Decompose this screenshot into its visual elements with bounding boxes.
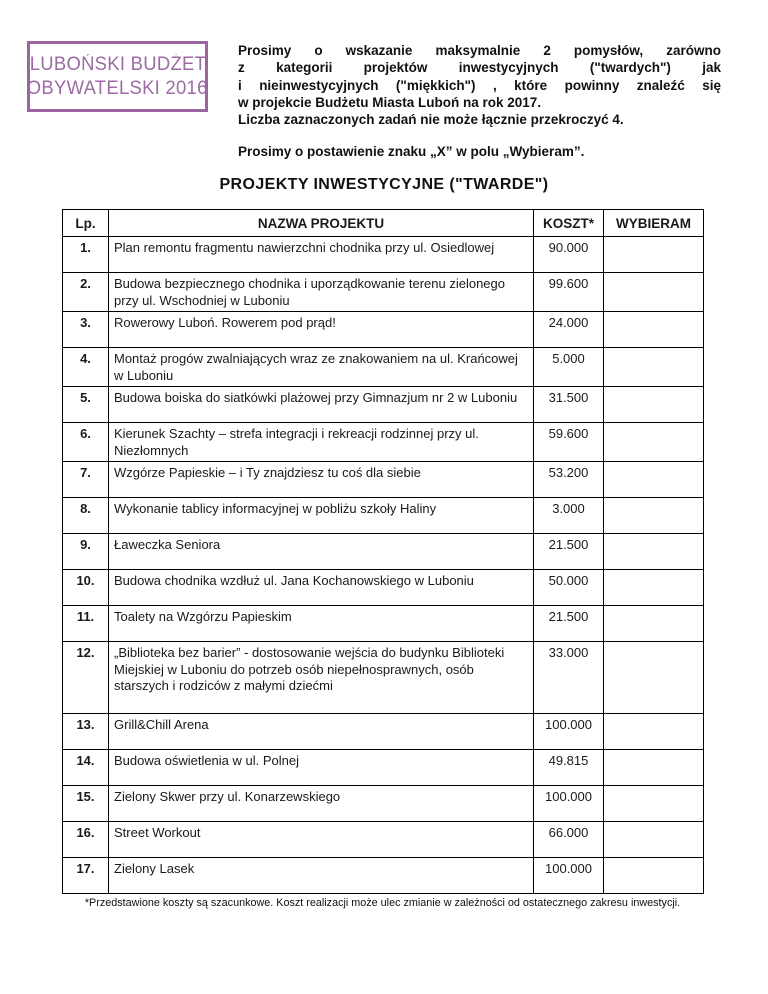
section-title: PROJEKTY INWESTYCYJNE ("TWARDE"): [219, 176, 549, 193]
select-cell[interactable]: [604, 312, 704, 348]
select-cell[interactable]: [604, 348, 704, 387]
project-cost-cell: 59.600: [534, 423, 604, 462]
project-name-cell: Ławeczka Seniora: [109, 534, 534, 570]
select-cell[interactable]: [604, 534, 704, 570]
table-row: [63, 714, 704, 750]
table-row: [63, 822, 704, 858]
row-number-cell: 11.: [63, 606, 109, 642]
project-name-cell: Zielony Skwer przy ul. Konarzewskiego: [109, 786, 534, 822]
project-name-cell: Street Workout: [109, 822, 534, 858]
table-row: [63, 570, 704, 606]
row-number-cell: 17.: [63, 858, 109, 894]
project-cost-cell: 3.000: [534, 498, 604, 534]
project-name-cell: Rowerowy Luboń. Rowerem pod prąd!: [109, 312, 534, 348]
table-row: [63, 348, 704, 387]
row-number-cell: 7.: [63, 462, 109, 498]
project-name-cell: Zielony Lasek: [109, 858, 534, 894]
project-name-cell: Budowa oświetlenia w ul. Polnej: [109, 750, 534, 786]
intro-line: z kategorii projektów inwestycyjnych ("twardych") jak: [238, 60, 721, 76]
intro-line: Prosimy o wskazanie maksymalnie 2 pomysłów, zarówno: [238, 43, 721, 58]
table-row: [63, 858, 704, 894]
projects-table: [62, 209, 704, 894]
select-cell[interactable]: [604, 570, 704, 606]
row-number-cell: 5.: [63, 387, 109, 423]
table-row: [63, 786, 704, 822]
select-cell[interactable]: [604, 498, 704, 534]
column-header-select: WYBIERAM: [604, 210, 704, 237]
row-number-cell: 4.: [63, 348, 109, 387]
select-cell[interactable]: [604, 858, 704, 894]
row-number-cell: 12.: [63, 642, 109, 714]
project-cost-cell: 33.000: [534, 642, 604, 714]
project-cost-cell: 66.000: [534, 822, 604, 858]
project-cost-cell: 21.500: [534, 534, 604, 570]
row-number-cell: 9.: [63, 534, 109, 570]
project-name-cell: Budowa chodnika wzdłuż ul. Jana Kochanowskiego w Luboniu: [109, 570, 534, 606]
select-cell[interactable]: [604, 462, 704, 498]
project-name-cell: Toalety na Wzgórzu Papieskim: [109, 606, 534, 642]
cost-footnote: *Przedstawione koszty są szacunkowe. Koszt realizacji może ulec zmianie w zależności od ostatecznego zakresu inwestycji.: [84, 897, 681, 909]
table-row: [63, 642, 704, 714]
column-header-lp: Lp.: [63, 210, 109, 237]
row-number-cell: 2.: [63, 273, 109, 312]
project-cost-cell: 90.000: [534, 237, 604, 273]
project-name-cell: Wzgórze Papieskie – i Ty znajdziesz tu coś dla siebie: [109, 462, 534, 498]
table-header-row: [63, 210, 704, 237]
table-row: [63, 462, 704, 498]
column-header-name: NAZWA PROJEKTU: [109, 210, 534, 237]
table-row: [63, 273, 704, 312]
logo-line-2: OBYWATELSKI 2016: [27, 77, 208, 99]
project-cost-cell: 100.000: [534, 786, 604, 822]
row-number-cell: 6.: [63, 423, 109, 462]
row-number-cell: 13.: [63, 714, 109, 750]
row-number-cell: 3.: [63, 312, 109, 348]
logo-line-1: LUBOŃSKI BUDŻET: [29, 53, 206, 75]
row-number-cell: 1.: [63, 237, 109, 273]
table-row: [63, 423, 704, 462]
select-cell[interactable]: [604, 423, 704, 462]
projects-table-body: [63, 237, 704, 894]
intro-instructions: [238, 42, 721, 128]
project-name-cell: Budowa bezpiecznego chodnika i uporządkowanie terenu zielonego przy ul. Wschodniej w Luboniu: [109, 273, 534, 312]
table-row: [63, 237, 704, 273]
column-header-cost: KOSZT*: [534, 210, 604, 237]
row-number-cell: 10.: [63, 570, 109, 606]
project-cost-cell: 24.000: [534, 312, 604, 348]
select-cell[interactable]: [604, 822, 704, 858]
intro-line: w projekcie Budżetu Miasta Luboń na rok 2017.: [238, 94, 542, 110]
project-name-cell: Budowa boiska do siatkówki plażowej przy Gimnazjum nr 2 w Luboniu: [109, 387, 534, 423]
table-row: [63, 750, 704, 786]
select-cell[interactable]: [604, 273, 704, 312]
select-cell[interactable]: [604, 237, 704, 273]
intro-line: Liczba zaznaczonych zadań nie może łącznie przekroczyć 4.: [238, 112, 624, 128]
mark-x-instruction: Prosimy o postawienie znaku „X” w polu „Wybieram”.: [238, 144, 585, 159]
select-cell[interactable]: [604, 387, 704, 423]
budget-logo: [27, 41, 208, 112]
project-cost-cell: 49.815: [534, 750, 604, 786]
project-cost-cell: 100.000: [534, 858, 604, 894]
project-cost-cell: 50.000: [534, 570, 604, 606]
table-row: [63, 498, 704, 534]
select-cell[interactable]: [604, 786, 704, 822]
project-name-cell: Montaż progów zwalniających wraz ze znakowaniem na ul. Krańcowej w Luboniu: [109, 348, 534, 387]
table-row: [63, 606, 704, 642]
select-cell[interactable]: [604, 714, 704, 750]
project-cost-cell: 31.500: [534, 387, 604, 423]
select-cell[interactable]: [604, 750, 704, 786]
project-name-cell: „Biblioteka bez barier” - dostosowanie wejścia do budynku Biblioteki Miejskiej w Luboniu do potrzeb osób niepełnosprawnych, osób starszych i rodziców z małymi dziećmi: [109, 642, 534, 714]
project-cost-cell: 21.500: [534, 606, 604, 642]
intro-line: i nieinwestycyjnych ("miękkich") , które powinny znaleźć się: [238, 77, 721, 93]
project-cost-cell: 53.200: [534, 462, 604, 498]
project-name-cell: Plan remontu fragmentu nawierzchni chodnika przy ul. Osiedlowej: [109, 237, 534, 273]
project-cost-cell: 5.000: [534, 348, 604, 387]
select-cell[interactable]: [604, 606, 704, 642]
row-number-cell: 8.: [63, 498, 109, 534]
row-number-cell: 16.: [63, 822, 109, 858]
project-cost-cell: 99.600: [534, 273, 604, 312]
project-cost-cell: 100.000: [534, 714, 604, 750]
row-number-cell: 15.: [63, 786, 109, 822]
project-name-cell: Kierunek Szachty – strefa integracji i rekreacji rodzinnej przy ul. Niezłomnych: [109, 423, 534, 462]
table-row: [63, 534, 704, 570]
table-row: [63, 312, 704, 348]
select-cell[interactable]: [604, 642, 704, 714]
table-row: [63, 387, 704, 423]
project-name-cell: Grill&Chill Arena: [109, 714, 534, 750]
row-number-cell: 14.: [63, 750, 109, 786]
project-name-cell: Wykonanie tablicy informacyjnej w pobliżu szkoły Haliny: [109, 498, 534, 534]
